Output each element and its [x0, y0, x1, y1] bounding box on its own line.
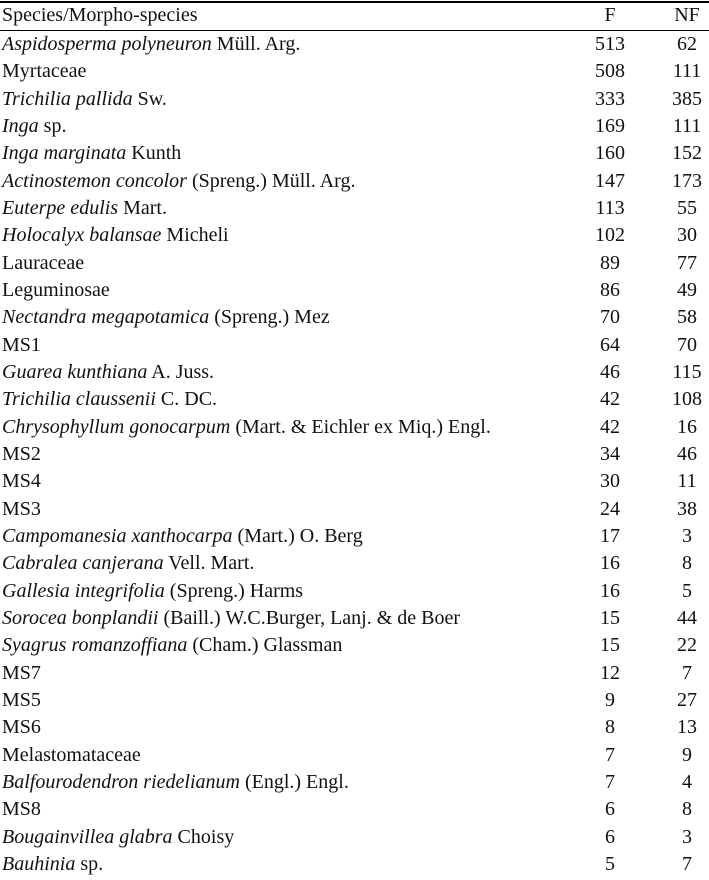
species-name — [2, 31, 300, 58]
species-name — [2, 414, 491, 441]
nf-value: 4 — [682, 770, 692, 793]
species-name — [2, 86, 167, 113]
f-value: 15 — [600, 606, 620, 629]
species-name — [2, 332, 41, 359]
species-authority: (Spreng.) Müll. Arg. — [186, 169, 356, 192]
table-row — [0, 414, 709, 441]
f-value: 169 — [595, 114, 625, 137]
species-name — [2, 359, 214, 386]
nf-value: 22 — [677, 634, 697, 657]
f-value: 70 — [600, 306, 620, 329]
species-authority: sp. — [38, 114, 67, 137]
species-authority: MS5 — [2, 688, 41, 711]
species-authority: (Cham.) Glassman — [187, 634, 343, 657]
f-value: 46 — [600, 360, 620, 383]
species-authority: Leguminosae — [2, 278, 110, 301]
f-value: 16 — [600, 552, 620, 575]
species-italic: Bauhinia — [2, 852, 76, 875]
nf-value: 30 — [677, 224, 697, 247]
species-name — [2, 140, 181, 167]
table-row — [0, 605, 709, 632]
nf-value: 77 — [677, 251, 697, 274]
f-value: 508 — [595, 60, 625, 83]
nf-value: 46 — [677, 442, 697, 465]
species-authority: Vell. Mart. — [163, 552, 255, 575]
species-authority: A. Juss. — [147, 360, 215, 383]
species-name — [2, 496, 41, 523]
table-header — [0, 2, 709, 29]
species-authority: Mart. — [118, 196, 167, 219]
nf-value: 115 — [672, 360, 702, 383]
species-name — [2, 250, 84, 277]
nf-value: 49 — [677, 278, 697, 301]
species-authority: Choisy — [172, 825, 235, 848]
species-italic: Trichilia pallida — [2, 87, 133, 110]
species-name — [2, 441, 41, 468]
species-authority: MS3 — [2, 497, 41, 520]
species-italic: Chrysophyllum gonocarpum — [2, 415, 231, 438]
nf-value: 3 — [682, 524, 692, 547]
nf-value: 11 — [677, 470, 697, 493]
species-authority: C. DC. — [155, 388, 218, 411]
f-value: 89 — [600, 251, 620, 274]
table-row — [0, 86, 709, 113]
f-value: 513 — [595, 33, 625, 55]
f-value: 24 — [600, 497, 620, 520]
nf-value: 152 — [672, 142, 702, 165]
species-authority: MS4 — [2, 470, 41, 493]
nf-value: 9 — [682, 743, 692, 766]
species-authority: Kunth — [126, 142, 182, 165]
nf-value: 111 — [672, 60, 702, 83]
species-authority: Sw. — [132, 87, 167, 110]
table-row — [0, 632, 709, 659]
table-row — [0, 277, 709, 304]
f-value: 6 — [605, 825, 615, 848]
table-row — [0, 113, 709, 140]
table-row — [0, 386, 709, 413]
nf-value: 173 — [672, 169, 702, 192]
species-authority: MS6 — [2, 716, 41, 739]
f-value: 113 — [595, 196, 625, 219]
table-row — [0, 496, 709, 523]
f-value: 42 — [600, 388, 620, 411]
nf-value: 44 — [677, 606, 697, 629]
f-value: 5 — [605, 852, 615, 875]
header-species: Species/Morpho-species — [2, 4, 198, 26]
nf-value: 8 — [682, 798, 692, 821]
species-authority: MS1 — [2, 333, 41, 356]
species-italic: Holocalyx balansae — [2, 224, 162, 247]
species-name — [2, 58, 86, 85]
species-italic: Euterpe edulis — [2, 196, 119, 219]
species-name — [2, 769, 349, 796]
species-name — [2, 824, 234, 851]
f-value: 102 — [595, 224, 625, 247]
table-row — [0, 742, 709, 769]
table-row — [0, 714, 709, 741]
species-name — [2, 277, 110, 304]
species-name — [2, 687, 41, 714]
species-italic: Inga — [2, 114, 39, 137]
table-row — [0, 824, 709, 851]
nf-value: 55 — [677, 196, 697, 219]
nf-value: 16 — [677, 415, 697, 438]
species-name — [2, 714, 41, 741]
f-value: 17 — [600, 524, 620, 547]
species-name — [2, 168, 355, 195]
species-name — [2, 113, 66, 140]
header-nf: NF — [674, 4, 700, 26]
species-italic: Campomanesia xanthocarpa — [2, 524, 233, 547]
species-name — [2, 632, 342, 659]
nf-value: 62 — [677, 33, 697, 55]
species-authority: MS2 — [2, 442, 41, 465]
nf-value: 27 — [677, 688, 697, 711]
nf-value: 111 — [672, 114, 702, 137]
nf-value: 108 — [672, 388, 702, 411]
species-name — [2, 605, 460, 632]
species-name — [2, 195, 167, 222]
header-f: F — [604, 4, 616, 26]
species-authority: Micheli — [161, 224, 229, 247]
f-value: 9 — [605, 688, 615, 711]
table-row — [0, 222, 709, 249]
f-value: 34 — [600, 442, 620, 465]
f-value: 64 — [600, 333, 620, 356]
species-italic: Gallesia integrifolia — [2, 579, 165, 602]
species-italic: Sorocea bonplandii — [2, 606, 159, 629]
species-italic: Cabralea canjerana — [2, 552, 164, 575]
table-row — [0, 687, 709, 714]
nf-value: 13 — [677, 716, 697, 739]
species-italic: Inga marginata — [2, 142, 127, 165]
table-row — [0, 58, 709, 85]
f-value: 42 — [600, 415, 620, 438]
f-value: 6 — [605, 798, 615, 821]
nf-value: 7 — [682, 661, 692, 684]
species-italic: Syagrus romanzoffiana — [2, 634, 188, 657]
species-authority: Lauraceae — [2, 251, 85, 274]
table-row — [0, 796, 709, 823]
species-name — [2, 386, 217, 413]
species-authority: Myrtaceae — [2, 60, 87, 83]
f-value: 30 — [600, 470, 620, 493]
species-name — [2, 660, 41, 687]
nf-value: 3 — [682, 825, 692, 848]
species-name — [2, 523, 363, 550]
nf-value: 38 — [677, 497, 697, 520]
nf-value: 70 — [677, 333, 697, 356]
table-row — [0, 332, 709, 359]
species-name — [2, 468, 41, 495]
species-authority: sp. — [75, 852, 104, 875]
species-authority: Müll. Arg. — [211, 33, 301, 55]
table-row — [0, 523, 709, 550]
species-name — [2, 796, 41, 823]
nf-value: 385 — [672, 87, 702, 110]
table-row — [0, 660, 709, 687]
table-row — [0, 769, 709, 796]
f-value: 16 — [600, 579, 620, 602]
species-italic: Balfourodendron riedelianum — [2, 770, 240, 793]
table-row — [0, 195, 709, 222]
species-italic: Trichilia claussenii — [2, 388, 156, 411]
species-italic: Nectandra megapotamica — [2, 306, 210, 329]
table-row — [0, 250, 709, 277]
species-name — [2, 742, 141, 769]
species-italic: Bougainvillea glabra — [2, 825, 173, 848]
f-value: 15 — [600, 634, 620, 657]
table-row — [0, 441, 709, 468]
table-row — [0, 140, 709, 167]
species-authority: (Mart. & Eichler ex Miq.) Engl. — [230, 415, 491, 438]
f-value: 8 — [605, 716, 615, 739]
table-row — [0, 31, 709, 58]
species-name — [2, 304, 330, 331]
f-value: 86 — [600, 278, 620, 301]
species-italic: Actinostemon concolor — [2, 169, 187, 192]
nf-value: 58 — [677, 306, 697, 329]
f-value: 12 — [600, 661, 620, 684]
species-name — [2, 222, 229, 249]
species-authority: MS7 — [2, 661, 41, 684]
nf-value: 5 — [682, 579, 692, 602]
species-name — [2, 578, 303, 605]
species-authority: (Baill.) W.C.Burger, Lanj. & de Boer — [158, 606, 461, 629]
nf-value: 7 — [682, 852, 692, 875]
nf-value: 8 — [682, 552, 692, 575]
table-row — [0, 550, 709, 577]
table-row — [0, 359, 709, 386]
species-italic: Guarea kunthiana — [2, 360, 148, 383]
species-authority: Melastomataceae — [2, 743, 141, 766]
species-authority: MS8 — [2, 798, 41, 821]
table-row — [0, 578, 709, 605]
species-authority: (Engl.) Engl. — [239, 770, 349, 793]
f-value: 160 — [595, 142, 625, 165]
species-authority: (Spreng.) Mez — [209, 306, 330, 329]
table-row — [0, 468, 709, 495]
table-row — [0, 304, 709, 331]
species-name — [2, 550, 254, 577]
table-row — [0, 168, 709, 195]
species-name — [2, 851, 103, 878]
f-value: 7 — [605, 770, 615, 793]
species-authority: (Spreng.) Harms — [164, 579, 304, 602]
species-authority: (Mart.) O. Berg — [232, 524, 363, 547]
table-row — [0, 851, 709, 878]
species-italic: Aspidosperma polyneuron — [2, 33, 212, 55]
f-value: 333 — [595, 87, 625, 110]
f-value: 7 — [605, 743, 615, 766]
f-value: 147 — [595, 169, 625, 192]
